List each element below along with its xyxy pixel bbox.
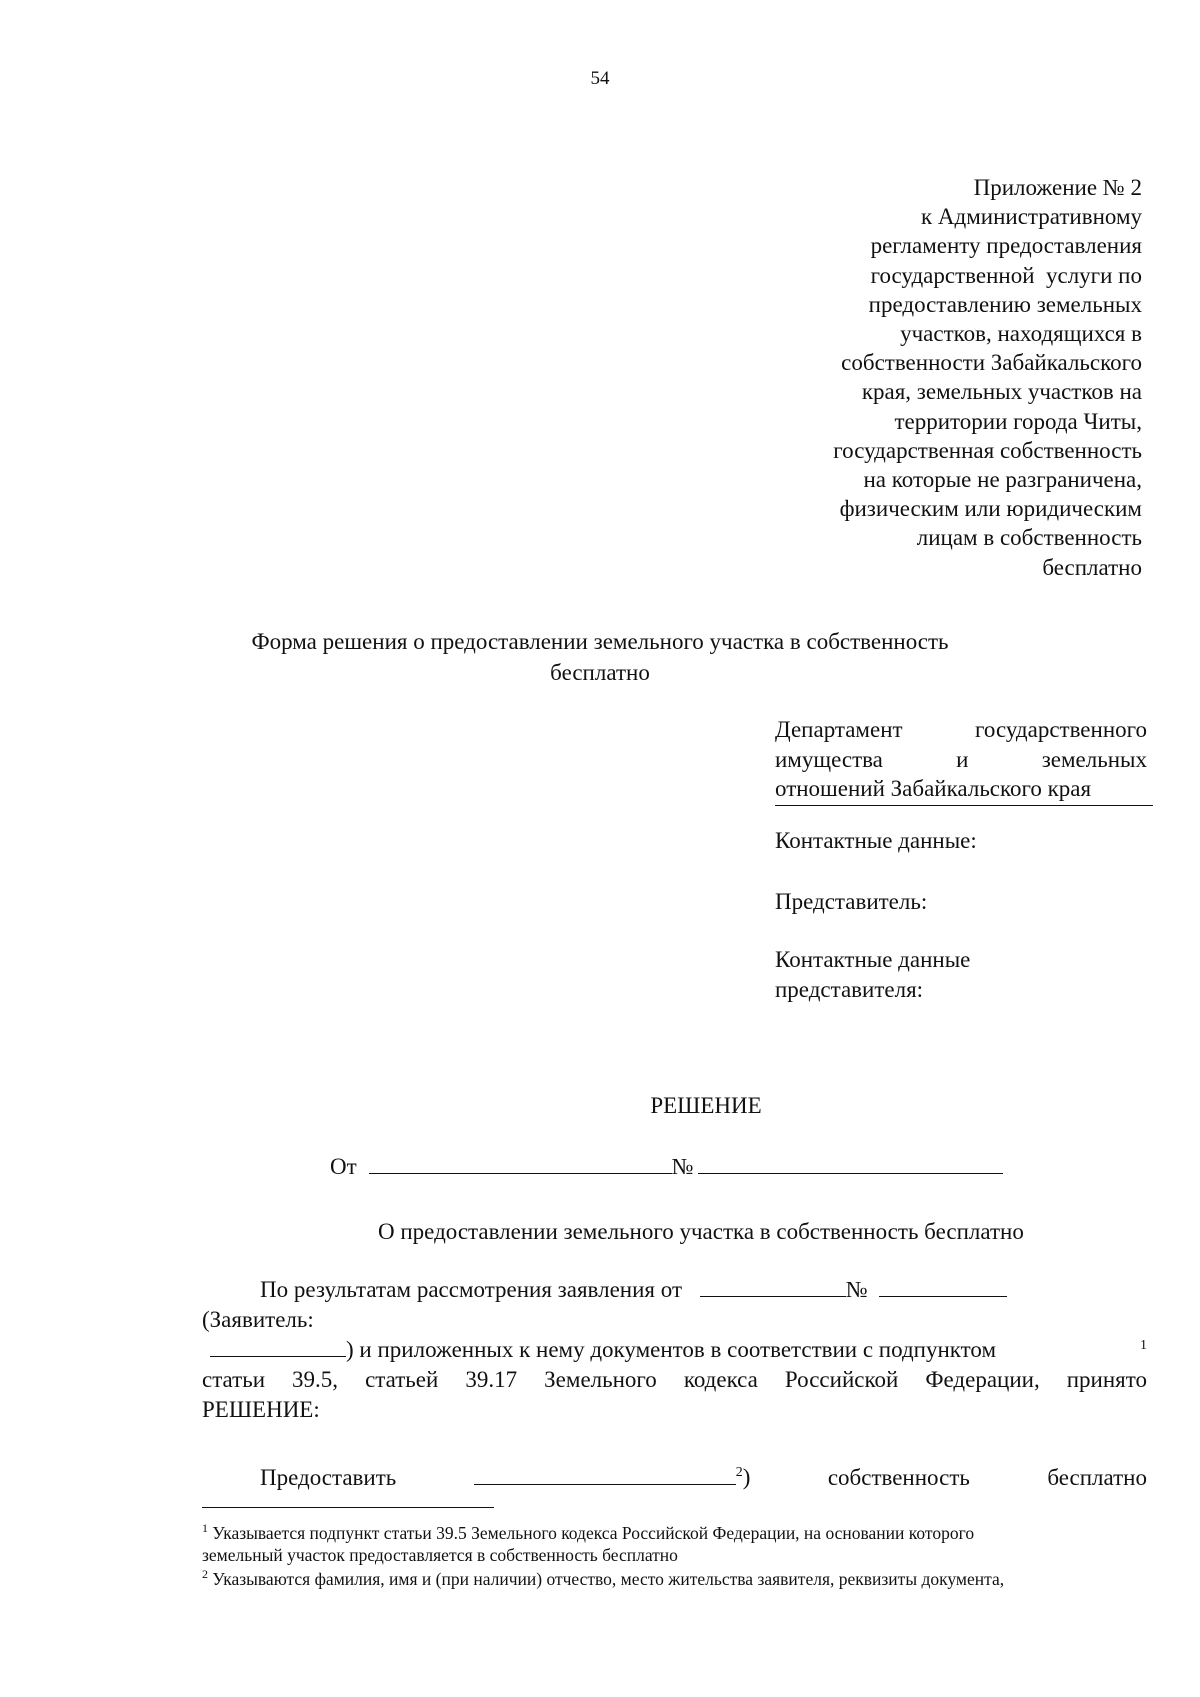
- decision-title: РЕШЕНИЕ: [650, 1093, 762, 1118]
- number-blank[interactable]: [698, 1172, 1003, 1174]
- appendix-line: края, земельных участков на: [861, 379, 1142, 405]
- appendix-header: [722, 173, 1142, 582]
- decision-date-number-line: [330, 1154, 1003, 1180]
- grant-blank-group: [474, 1458, 751, 1493]
- department-word: Департамент: [775, 717, 903, 742]
- decision-subject: О предоставлении земельного участка в собственность бесплатно: [378, 1219, 1024, 1244]
- grant-line: [202, 1458, 1147, 1493]
- grant-word: Предоставить: [260, 1464, 397, 1490]
- appendix-line: собственности Забайкальского: [841, 350, 1142, 376]
- appendix-line: участков, находящихся в: [900, 321, 1142, 347]
- department-row: [775, 745, 1147, 775]
- appendix-line: на которые не разграничена,: [863, 467, 1142, 493]
- footnote-separator: [202, 1507, 494, 1508]
- number-sign: №: [671, 1154, 694, 1179]
- department-word: государственного: [975, 717, 1147, 742]
- form-title-line: Форма решения о предоставлении земельного участка в собственность: [251, 629, 949, 654]
- rep-contact-line: Контактные данные: [775, 947, 971, 972]
- body-text: По результатам рассмотрения заявления от: [260, 1277, 682, 1302]
- appendix-line: физическим или юридическим: [839, 496, 1142, 522]
- from-label: От: [330, 1154, 357, 1179]
- footnote-mark: 1: [202, 1521, 208, 1535]
- department-row: отношений Забайкальского края: [775, 774, 1153, 806]
- appendix-line: государственная собственность: [833, 437, 1142, 463]
- body-text: №: [845, 1277, 868, 1302]
- body-text: ) и приложенных к нему документов в соответствии с подпунктом: [346, 1337, 997, 1362]
- page-number: 54: [590, 68, 610, 89]
- department-block: [775, 715, 1147, 806]
- contact-label: Контактные данные:: [775, 828, 977, 853]
- footnote-line: земельный участок предоставляется в собственность бесплатно: [202, 1544, 678, 1565]
- paren: ): [742, 1464, 751, 1490]
- application-date-blank[interactable]: [700, 1295, 846, 1297]
- appendix-line: лицам в собственность: [916, 525, 1142, 551]
- body-paragraph: [202, 1275, 1147, 1425]
- representative-label: Представитель:: [775, 889, 928, 914]
- footnote-mark: 2: [202, 1567, 208, 1581]
- footnote-line: [202, 1517, 1147, 1544]
- form-title: [160, 626, 1040, 688]
- footnote-mark: 2: [735, 1465, 743, 1480]
- footnote-text: Указывается подпункт статьи 39.5 Земельного кодекса Российской Федерации, на основании которого: [212, 1522, 975, 1543]
- appendix-line: к Административному: [920, 204, 1142, 230]
- free-word: бесплатно: [1047, 1464, 1147, 1490]
- footnote-1: [202, 1517, 1147, 1566]
- department-word: и: [956, 746, 969, 772]
- department-row: [775, 715, 1147, 745]
- department-word: земельных: [1041, 746, 1147, 772]
- appendix-line: государственной услуги по: [870, 262, 1142, 288]
- footnote-text: Указываются фамилия, имя и (при наличии) отчество, место жительства заявителя, реквизиты документа,: [212, 1568, 1005, 1589]
- applicant-blank[interactable]: [210, 1355, 346, 1357]
- body-line: (Заявитель:: [202, 1307, 314, 1332]
- appendix-line: предоставлению земельных: [868, 291, 1142, 317]
- footnote-2: [202, 1563, 1147, 1590]
- ownership-word: собственность: [827, 1464, 970, 1490]
- application-number-blank[interactable]: [879, 1295, 1007, 1297]
- body-line: статьи 39.5, статьей 39.17 Земельного кодекса Российской Федерации, принято: [202, 1367, 1147, 1392]
- land-plot-blank[interactable]: [474, 1483, 736, 1485]
- appendix-line: Приложение № 2: [973, 175, 1142, 200]
- body-line: [202, 1275, 1147, 1305]
- appendix-line: территории города Читы,: [894, 408, 1142, 434]
- rep-contact-line: представителя:: [775, 977, 924, 1002]
- department-word: имущества: [775, 746, 883, 772]
- appendix-line: регламенту предоставления: [870, 233, 1142, 259]
- footnote-line: [202, 1563, 1147, 1590]
- date-blank[interactable]: [369, 1172, 672, 1174]
- body-line: РЕШЕНИЕ:: [202, 1397, 320, 1422]
- representative-contact-label: [775, 945, 970, 1005]
- appendix-line: бесплатно: [1042, 554, 1142, 580]
- footnote-mark: 1: [1140, 1338, 1147, 1353]
- form-title-line: бесплатно: [550, 660, 650, 685]
- body-line: [202, 1335, 1147, 1365]
